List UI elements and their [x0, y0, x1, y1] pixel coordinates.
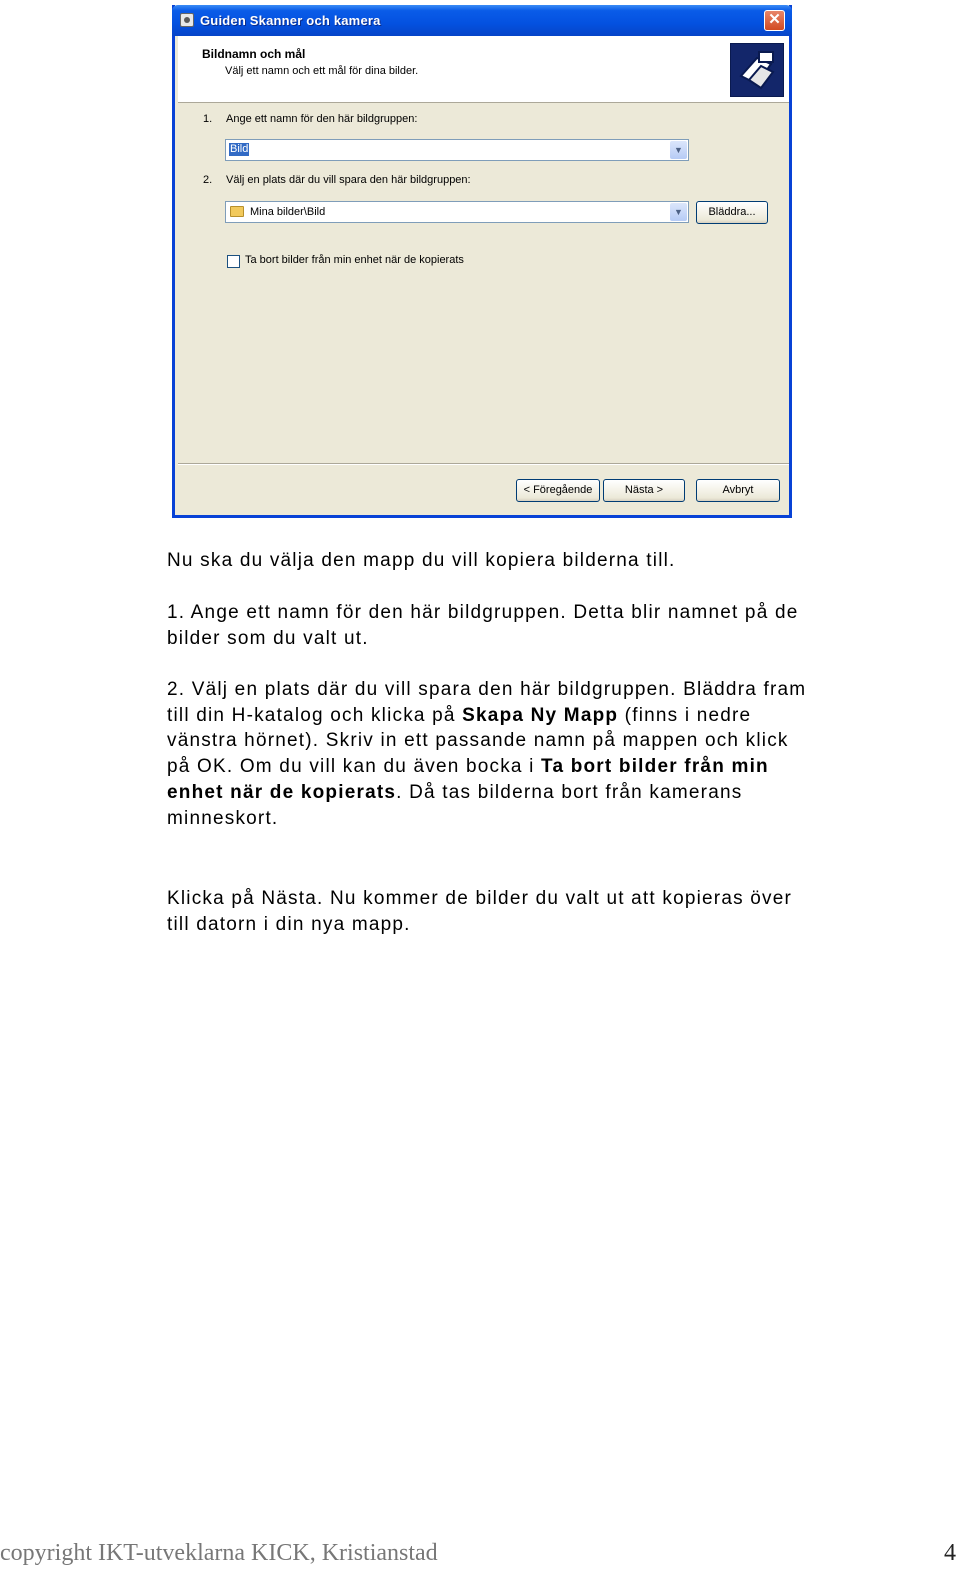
instruction-step1: [167, 600, 807, 651]
destination-path: Mina bilder\Bild: [250, 206, 326, 218]
name-combobox[interactable]: [225, 139, 689, 161]
step2-text-part1: 2. Välj en plats där du vill spara den här bildgruppen. Bläddra fram till din H-katalog och klicka på: [167, 679, 807, 726]
step1-label: Ange ett namn för den här bildgruppen:: [226, 113, 418, 125]
cancel-button[interactable]: Avbryt: [696, 479, 780, 502]
page-number: 4: [944, 1540, 956, 1566]
step2-bold-delete-option: Ta bort bilder från min enhet när de kopierats: [167, 756, 769, 803]
paragraph-intro: Nu ska du välja den mapp du vill kopiera bilderna till.: [167, 550, 676, 571]
wizard-header: [178, 36, 789, 103]
wizard-window: [172, 5, 792, 518]
footer-separator: [178, 463, 789, 465]
header-title: Bildnamn och mål: [202, 47, 306, 61]
step2-text-part3: . Då tas bilderna bort från kamerans minneskort.: [167, 781, 743, 829]
scanner-camera-icon: [730, 43, 784, 97]
folder-icon: [230, 206, 244, 217]
delete-after-copy-checkbox[interactable]: [227, 255, 240, 268]
browse-button[interactable]: Bläddra...: [696, 201, 768, 224]
step1-number: 1.: [203, 113, 213, 125]
paragraph-step1: 1. Ange ett namn för den här bildgruppen. Detta blir namnet på de bilder som du valt ut.: [167, 602, 799, 649]
chevron-down-icon[interactable]: ▼: [670, 203, 687, 221]
camera-app-icon: [180, 13, 194, 27]
step2-number: 2.: [203, 174, 213, 186]
instruction-intro: [167, 548, 807, 574]
name-input-value[interactable]: Bild: [230, 143, 249, 155]
paragraph-step2: [167, 677, 807, 831]
destination-combobox[interactable]: [225, 201, 689, 223]
paragraph-finish: Klicka på Nästa. Nu kommer de bilder du valt ut att kopieras över till datorn i din nya mapp.: [167, 888, 793, 935]
instruction-finish: [167, 886, 807, 937]
close-button[interactable]: ✕: [764, 10, 785, 31]
step2-bold-create-folder: Skapa Ny Mapp: [462, 704, 619, 726]
next-button[interactable]: Nästa >: [603, 479, 685, 502]
delete-after-copy-label[interactable]: Ta bort bilder från min enhet när de kopierats: [245, 254, 464, 266]
title-bar[interactable]: [172, 5, 792, 36]
copyright-footer: copyright IKT-utveklarna KICK, Kristianstad: [0, 1540, 438, 1566]
chevron-down-icon[interactable]: ▼: [670, 141, 687, 159]
step2-label: Välj en plats där du vill spara den här bildgruppen:: [226, 174, 471, 186]
step2-text-part2: (finns i nedre vänstra hörnet). Skriv in ett passande namn på mappen och klick på OK. Om du vill kan du även bocka i: [167, 704, 789, 778]
header-subtitle: Välj ett namn och ett mål för dina bilder.: [225, 65, 419, 77]
back-button[interactable]: < Föregående: [516, 479, 600, 502]
instruction-step2: [167, 677, 807, 831]
window-title: Guiden Skanner och kamera: [200, 13, 381, 28]
